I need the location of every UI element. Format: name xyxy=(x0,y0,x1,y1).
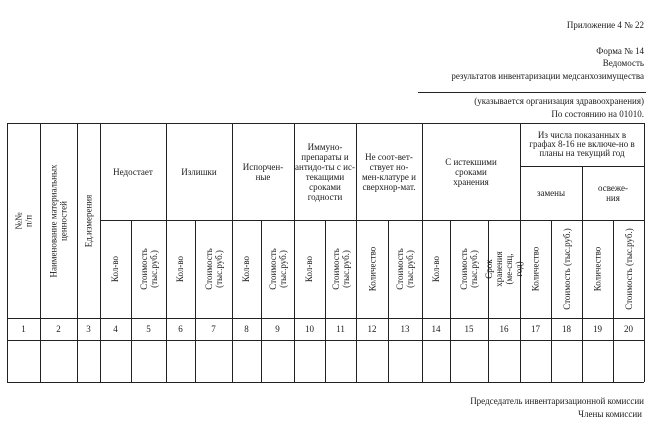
subheader-10: Кол-во xyxy=(304,255,315,283)
document-subtitle: результатов инвентаризации медсанхозимущества xyxy=(451,71,644,81)
subheader-15: Стоимость (тыс.руб.) xyxy=(459,248,479,290)
column-number-15: 15 xyxy=(464,324,474,334)
subgroup-replacement: замены xyxy=(536,188,566,198)
subheader-7: Стоимость (тыс.руб.) xyxy=(203,248,224,290)
subheader-17: Количество xyxy=(530,246,541,292)
table-border xyxy=(7,123,8,382)
column-number-12: 12 xyxy=(367,324,377,334)
group-surplus: Излишки xyxy=(181,166,217,177)
document-title: Ведомость xyxy=(602,58,644,68)
table-border xyxy=(40,123,41,382)
subheader-4: Кол-во xyxy=(110,255,121,283)
group-not-in-plans: Из числа показанных в графах 8-16 не включе-но в планы на текущий год xyxy=(529,130,635,158)
column-number-3: 3 xyxy=(86,324,91,334)
column-number-17: 17 xyxy=(531,324,540,334)
column-number-10: 10 xyxy=(305,324,314,334)
appendix-label: Приложение 4 № 22 xyxy=(566,20,644,30)
column-number-7: 7 xyxy=(211,324,216,334)
column-number-9: 9 xyxy=(275,324,280,334)
group-nonconforming: Не соот-вет-ствует но-мен-клатуре и сверхнор-мат. xyxy=(361,151,416,192)
table-border xyxy=(77,123,78,382)
column-number-14: 14 xyxy=(431,324,441,334)
col-name-header: Наименование материальных ценностей xyxy=(48,164,69,277)
subheader-20: Стоимость (тыс.руб.) xyxy=(623,228,634,310)
column-number-16: 16 xyxy=(499,324,509,334)
subheader-11: Стоимость (тыс.руб.) xyxy=(330,248,351,290)
column-number-4: 4 xyxy=(113,324,118,334)
column-number-8: 8 xyxy=(244,324,249,334)
organization-fill-line xyxy=(418,92,646,93)
column-number-18: 18 xyxy=(562,324,571,334)
subheader-9: Стоимость (тыс.руб.) xyxy=(267,248,288,290)
subheader-12: Количество xyxy=(367,246,378,292)
subheader-14: Кол-во xyxy=(431,255,441,283)
subheader-5: Стоимость (тыс.руб.) xyxy=(138,248,159,290)
subheader-13: Стоимость (тыс.руб.) xyxy=(395,248,415,290)
subheader-18: Стоимость (тыс.руб.) xyxy=(561,228,572,310)
members-signature-label: Члены комиссии xyxy=(578,409,642,419)
column-number-11: 11 xyxy=(336,324,345,334)
subgroup-refresh: освеже-ния xyxy=(597,183,628,203)
column-number-1: 1 xyxy=(21,324,26,334)
as-of-date: По состоянию на 01010. xyxy=(551,109,644,119)
subheader-16: Срок хранения (ме-сяц, год) xyxy=(484,251,525,287)
organization-hint: (указывается организация здравоохранения) xyxy=(474,96,644,106)
chairman-signature-label: Председатель инвентаризационной комиссии xyxy=(470,396,644,406)
col-number-header: №№ п/п xyxy=(13,211,34,230)
group-spoiled: Испорчен-ные xyxy=(242,161,284,182)
column-number-6: 6 xyxy=(178,324,183,334)
form-number: Форма № 14 xyxy=(596,46,644,56)
table-border xyxy=(644,123,645,382)
group-expired-storage: С истекшими сроками хранения xyxy=(445,156,497,187)
column-number-5: 5 xyxy=(146,324,151,334)
subheader-8: Кол-во xyxy=(241,255,252,283)
subheader-6: Кол-во xyxy=(175,255,186,283)
group-expiring-drugs: Иммуно-препараты и антидо-ты с ис-текащими сроками годности xyxy=(295,141,355,202)
group-shortage: Недостает xyxy=(113,166,153,177)
col-unit-header: Ед.измерения xyxy=(83,194,94,247)
subheader-19: Количество xyxy=(592,246,603,292)
column-number-2: 2 xyxy=(56,324,61,334)
table-border xyxy=(7,123,644,124)
column-number-19: 19 xyxy=(593,324,602,334)
table-border xyxy=(7,382,644,383)
column-number-20: 20 xyxy=(624,324,633,334)
column-number-13: 13 xyxy=(400,324,410,334)
